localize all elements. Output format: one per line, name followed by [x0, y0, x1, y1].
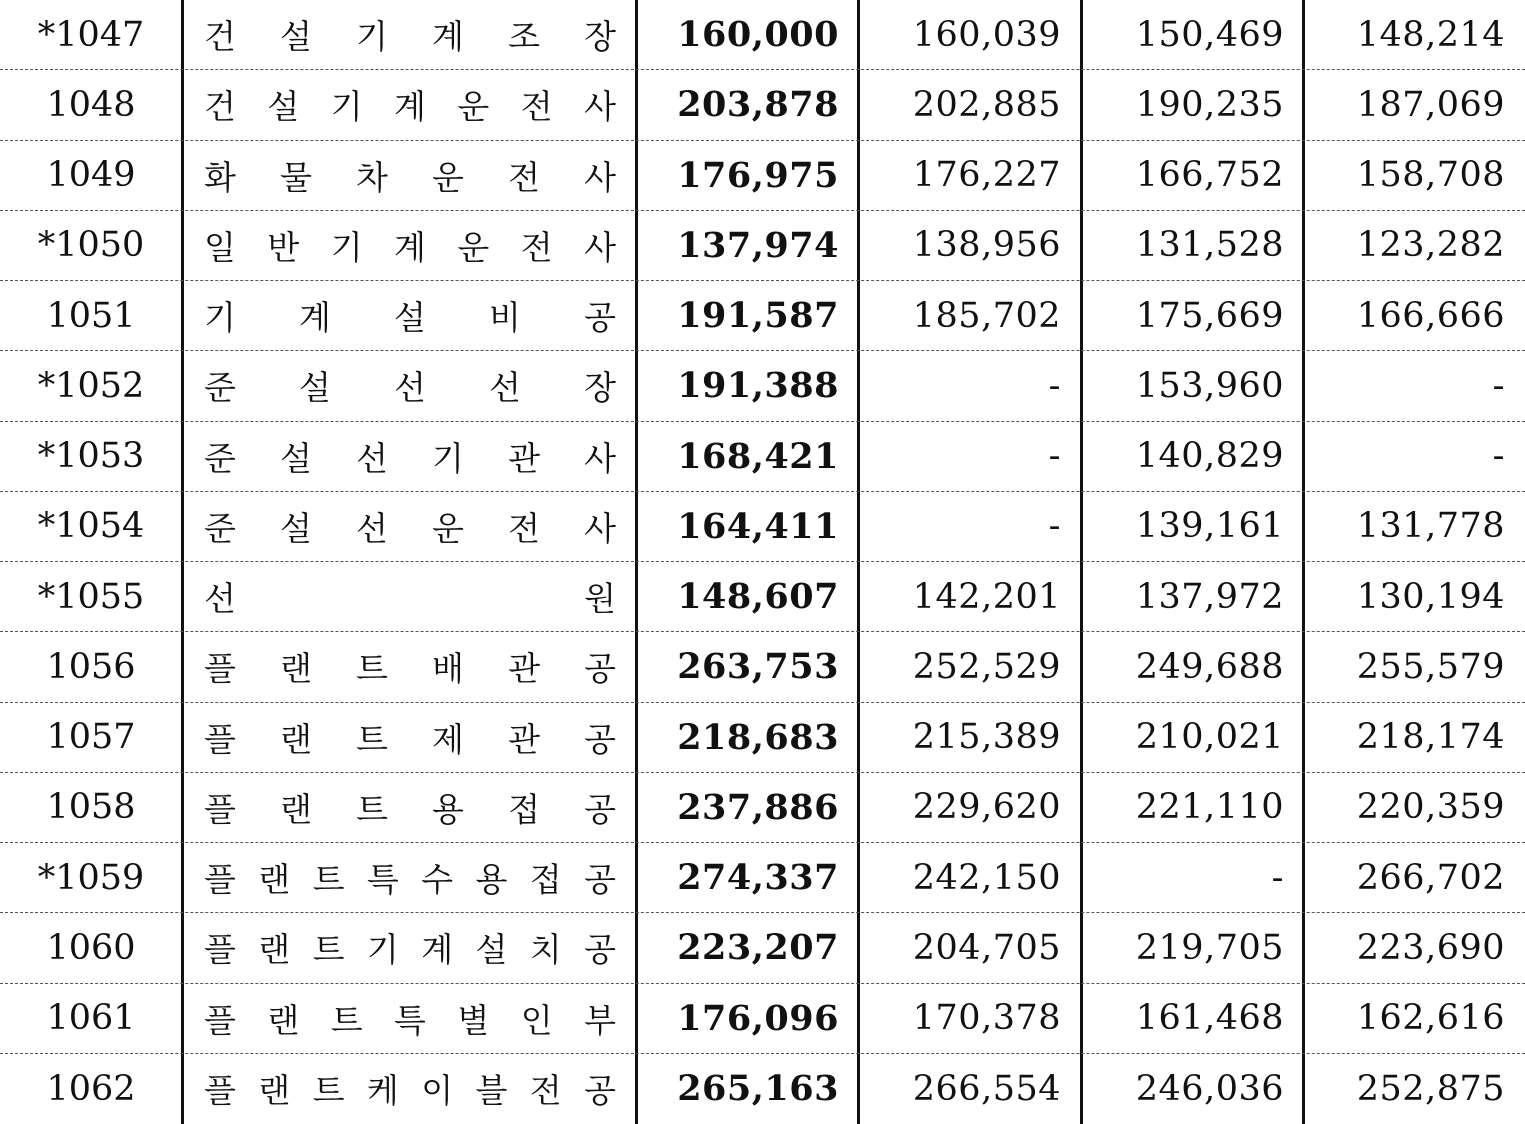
table-row [0, 562, 1525, 632]
wage-value-v3: 150,469 [1135, 14, 1284, 55]
wage-value-v1: 218,683 [677, 716, 839, 758]
wage-value-v4: 158,708 [1356, 155, 1505, 196]
wage-value-v2: - [1048, 436, 1061, 477]
wage-value-v4: 218,174 [1356, 717, 1505, 758]
job-code: 1056 [46, 646, 136, 687]
job-code: 1049 [46, 155, 136, 196]
wage-value-v4: 223,690 [1356, 927, 1505, 968]
wage-value-v1: 176,096 [677, 997, 839, 1039]
wage-value-v4: 131,778 [1356, 506, 1505, 547]
wage-value-v2: 185,702 [912, 295, 1061, 336]
table-row [0, 211, 1525, 281]
job-name-text: 기 계 설 비 공 [204, 298, 616, 338]
wage-value-v1: 223,207 [677, 927, 839, 969]
wage-value-v1: 203,878 [677, 84, 839, 126]
wage-value-v2: 252,529 [912, 646, 1061, 687]
job-code: 1062 [46, 1068, 136, 1109]
wage-value-v2: 229,620 [912, 787, 1061, 828]
wage-value-v3: 137,972 [1135, 576, 1284, 617]
job-name [184, 1054, 636, 1124]
job-name-text: 플 랜 트 배 관 공 [204, 649, 616, 689]
job-name [184, 141, 636, 210]
wage-value-v3: 210,021 [1135, 717, 1284, 758]
job-code: 1048 [46, 84, 136, 125]
table-row [0, 492, 1525, 562]
table-row [0, 843, 1525, 913]
job-name [184, 281, 636, 350]
wage-value-v1: 263,753 [677, 646, 839, 688]
job-name [184, 632, 636, 701]
wage-value-v1: 164,411 [677, 505, 839, 547]
job-name [184, 0, 636, 69]
table-row [0, 703, 1525, 773]
job-code: *1055 [37, 576, 145, 617]
wage-value-v3: 153,960 [1135, 365, 1284, 406]
job-code: 1051 [46, 295, 136, 336]
wage-value-v1: 137,974 [677, 224, 839, 266]
job-code: 1057 [46, 717, 136, 758]
wage-value-v4: - [1492, 436, 1505, 477]
wage-value-v2: - [1048, 506, 1061, 547]
wage-value-v4: 148,214 [1356, 14, 1505, 55]
wage-value-v1: 274,337 [677, 857, 839, 899]
job-name-text: 플 랜 트 특 수 용 접 공 [204, 860, 616, 900]
wage-value-v3: 249,688 [1135, 646, 1284, 687]
job-name [184, 773, 636, 842]
job-name-text: 건 설 기 계 운 전 사 [204, 87, 616, 127]
wage-value-v3: - [1271, 857, 1284, 898]
wage-value-v2: 160,039 [912, 14, 1061, 55]
table-row [0, 632, 1525, 702]
job-name [184, 211, 636, 280]
job-name-text: 준 설 선 선 장 [204, 368, 616, 408]
wage-value-v4: 187,069 [1356, 84, 1505, 125]
job-name-text: 준 설 선 기 관 사 [204, 438, 616, 478]
job-name [184, 351, 636, 420]
job-code: *1054 [37, 506, 145, 547]
wage-value-v3: 140,829 [1135, 436, 1284, 477]
wage-value-v4: - [1492, 365, 1505, 406]
table-row [0, 0, 1525, 70]
wage-value-v4: 123,282 [1356, 225, 1505, 266]
wage-value-v4: 162,616 [1356, 998, 1505, 1039]
job-name-text: 플 랜 트 케 이 블 전 공 [204, 1071, 616, 1111]
wage-value-v3: 131,528 [1135, 225, 1284, 266]
job-name-text: 화 물 차 운 전 사 [204, 157, 616, 197]
job-name-text: 준 설 선 운 전 사 [204, 508, 616, 548]
job-name [184, 562, 636, 631]
job-name [184, 703, 636, 772]
wage-value-v4: 166,666 [1356, 295, 1505, 336]
table-row [0, 984, 1525, 1054]
job-name [184, 913, 636, 982]
wage-value-v2: 202,885 [912, 84, 1061, 125]
table-row [0, 773, 1525, 843]
wage-value-v2: 142,201 [912, 576, 1061, 617]
job-name [184, 492, 636, 561]
table-row [0, 422, 1525, 492]
table-row [0, 141, 1525, 211]
job-name-text: 플 랜 트 기 계 설 치 공 [204, 930, 616, 970]
wage-value-v2: 138,956 [912, 225, 1061, 266]
job-code: 1058 [46, 787, 136, 828]
wage-value-v1: 265,163 [677, 1068, 839, 1110]
wage-value-v4: 255,579 [1356, 646, 1505, 687]
wage-value-v1: 160,000 [677, 14, 839, 56]
job-code: *1053 [37, 436, 145, 477]
job-code: 1061 [46, 998, 136, 1039]
wage-value-v1: 148,607 [677, 576, 839, 618]
job-name-text: 플 랜 트 제 관 공 [204, 719, 616, 759]
job-name-text: 플 랜 트 용 접 공 [204, 789, 616, 829]
job-name-text: 선 원 [204, 579, 616, 619]
table-row [0, 913, 1525, 983]
wage-value-v2: - [1048, 365, 1061, 406]
job-name [184, 422, 636, 491]
job-code: *1059 [37, 857, 145, 898]
wage-value-v1: 168,421 [677, 435, 839, 477]
table-row [0, 1054, 1525, 1124]
wage-value-v1: 191,587 [677, 295, 839, 337]
job-name-text: 일 반 기 계 운 전 사 [204, 227, 616, 267]
table-row [0, 70, 1525, 140]
table-row [0, 281, 1525, 351]
job-name [184, 984, 636, 1053]
table-row [0, 351, 1525, 421]
wage-value-v2: 204,705 [912, 927, 1061, 968]
wage-value-v2: 215,389 [912, 717, 1061, 758]
job-name-text: 플 랜 트 특 별 인 부 [204, 1000, 616, 1040]
wage-value-v1: 237,886 [677, 786, 839, 828]
wage-value-v2: 170,378 [912, 998, 1061, 1039]
wage-value-v4: 266,702 [1356, 857, 1505, 898]
wage-value-v1: 176,975 [677, 154, 839, 196]
wage-value-v1: 191,388 [677, 365, 839, 407]
wage-value-v3: 139,161 [1135, 506, 1284, 547]
wage-value-v3: 166,752 [1135, 155, 1284, 196]
job-code: *1047 [37, 14, 145, 55]
job-name [184, 70, 636, 139]
wage-value-v3: 175,669 [1135, 295, 1284, 336]
wage-value-v2: 242,150 [912, 857, 1061, 898]
wage-value-v3: 190,235 [1135, 84, 1284, 125]
wage-value-v3: 219,705 [1135, 927, 1284, 968]
job-code: *1050 [37, 225, 145, 266]
wage-value-v4: 220,359 [1356, 787, 1505, 828]
job-code: 1060 [46, 927, 136, 968]
job-code: *1052 [37, 365, 145, 406]
job-name-text: 건 설 기 계 조 장 [204, 17, 616, 57]
wage-value-v3: 246,036 [1135, 1068, 1284, 1109]
wage-value-v3: 221,110 [1135, 787, 1284, 828]
wage-value-v2: 266,554 [912, 1068, 1061, 1109]
wage-value-v4: 252,875 [1356, 1068, 1505, 1109]
wage-value-v4: 130,194 [1356, 576, 1505, 617]
wage-value-v3: 161,468 [1135, 998, 1284, 1039]
wage-value-v2: 176,227 [912, 155, 1061, 196]
job-name [184, 843, 636, 912]
